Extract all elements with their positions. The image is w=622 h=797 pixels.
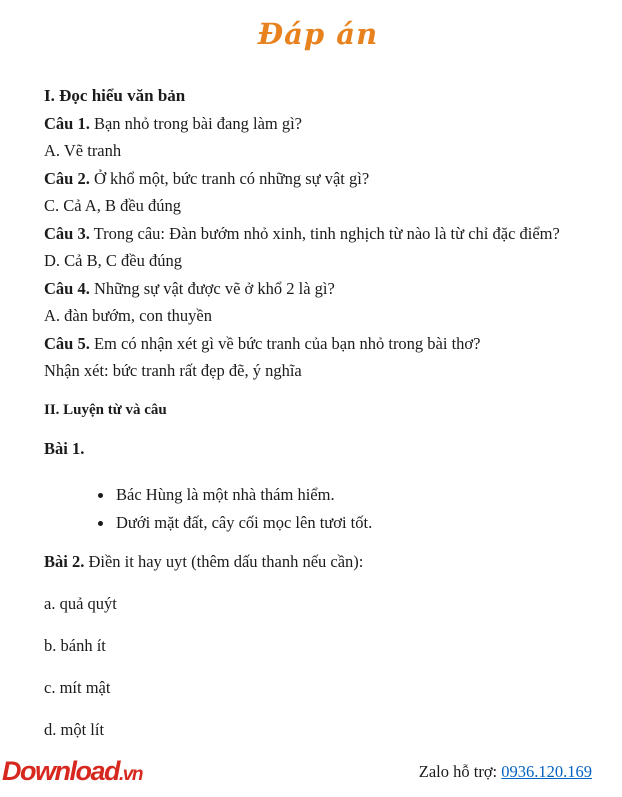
page-footer	[0, 756, 592, 787]
qa-line	[44, 302, 592, 330]
support-phone-link[interactable]: 0936.120.169	[501, 761, 592, 781]
fill-item: b. bánh ít	[44, 636, 106, 655]
question-text: Bạn nhỏ trong bài đang làm gì?	[89, 113, 303, 133]
qa-line	[44, 110, 592, 138]
qa-line	[44, 247, 592, 275]
list-item: Bác Hùng là một nhà thám hiểm.	[102, 481, 592, 509]
answer-text: D. Cả B, C đều đúng	[44, 251, 182, 270]
answer-text: A. Vẽ tranh	[44, 141, 122, 160]
exercise2-instruction: Điền it hay uyt (thêm dấu thanh nếu cần):	[84, 551, 364, 571]
question-label: Câu 1.	[44, 113, 90, 133]
qa-line	[44, 330, 592, 358]
exercise1-label: Bài 1.	[44, 439, 85, 458]
qa-line	[44, 275, 592, 303]
exercise2-label-line	[44, 548, 592, 576]
question-text: Những sự vật được vẽ ở khổ 2 là gì?	[89, 278, 335, 298]
question-text: Em có nhận xét gì về bức tranh của bạn nhỏ trong bài thơ?	[89, 333, 481, 353]
answer-text: A. đàn bướm, con thuyền	[44, 306, 212, 325]
answer-text: Nhận xét: bức tranh rất đẹp đẽ, ý nghĩa	[44, 361, 302, 380]
question-text: Ở khổ một, bức tranh có những sự vật gì?	[89, 168, 370, 188]
fill-item: a. quả quýt	[44, 594, 117, 613]
logo-suffix-text: .vn	[119, 764, 142, 785]
support-label: Zalo hỗ trợ:	[418, 761, 502, 781]
page-title: Đáp án	[257, 17, 379, 51]
qa-line	[44, 137, 592, 165]
question-label: Câu 2.	[44, 168, 90, 188]
downloadvn-logo	[0, 756, 142, 787]
question-label: Câu 4.	[44, 278, 90, 298]
list-item: Dưới mặt đất, cây cối mọc lên tươi tốt.	[102, 509, 592, 537]
support-info	[419, 762, 592, 782]
exercise1-bullet-list	[44, 481, 592, 537]
fill-item: d. một lít	[44, 720, 105, 739]
fill-item: c. mít mật	[44, 678, 111, 697]
qa-line	[44, 220, 592, 248]
section-heading-grammar: II. Luyện từ và câu	[44, 401, 167, 418]
question-text: Trong câu: Đàn bướm nhỏ xinh, tinh nghịch từ nào là từ chỉ đặc điểm?	[89, 223, 560, 243]
logo-main-text: Download	[2, 756, 119, 786]
qa-line	[44, 165, 592, 193]
qa-line	[44, 357, 592, 385]
section-heading-reading: I. Đọc hiểu văn bản	[44, 86, 186, 105]
qa-line	[44, 192, 592, 220]
question-label: Câu 3.	[44, 223, 90, 243]
exercise2-label: Bài 2.	[44, 551, 85, 571]
answer-text: C. Cả A, B đều đúng	[44, 196, 182, 215]
question-label: Câu 5.	[44, 333, 90, 353]
